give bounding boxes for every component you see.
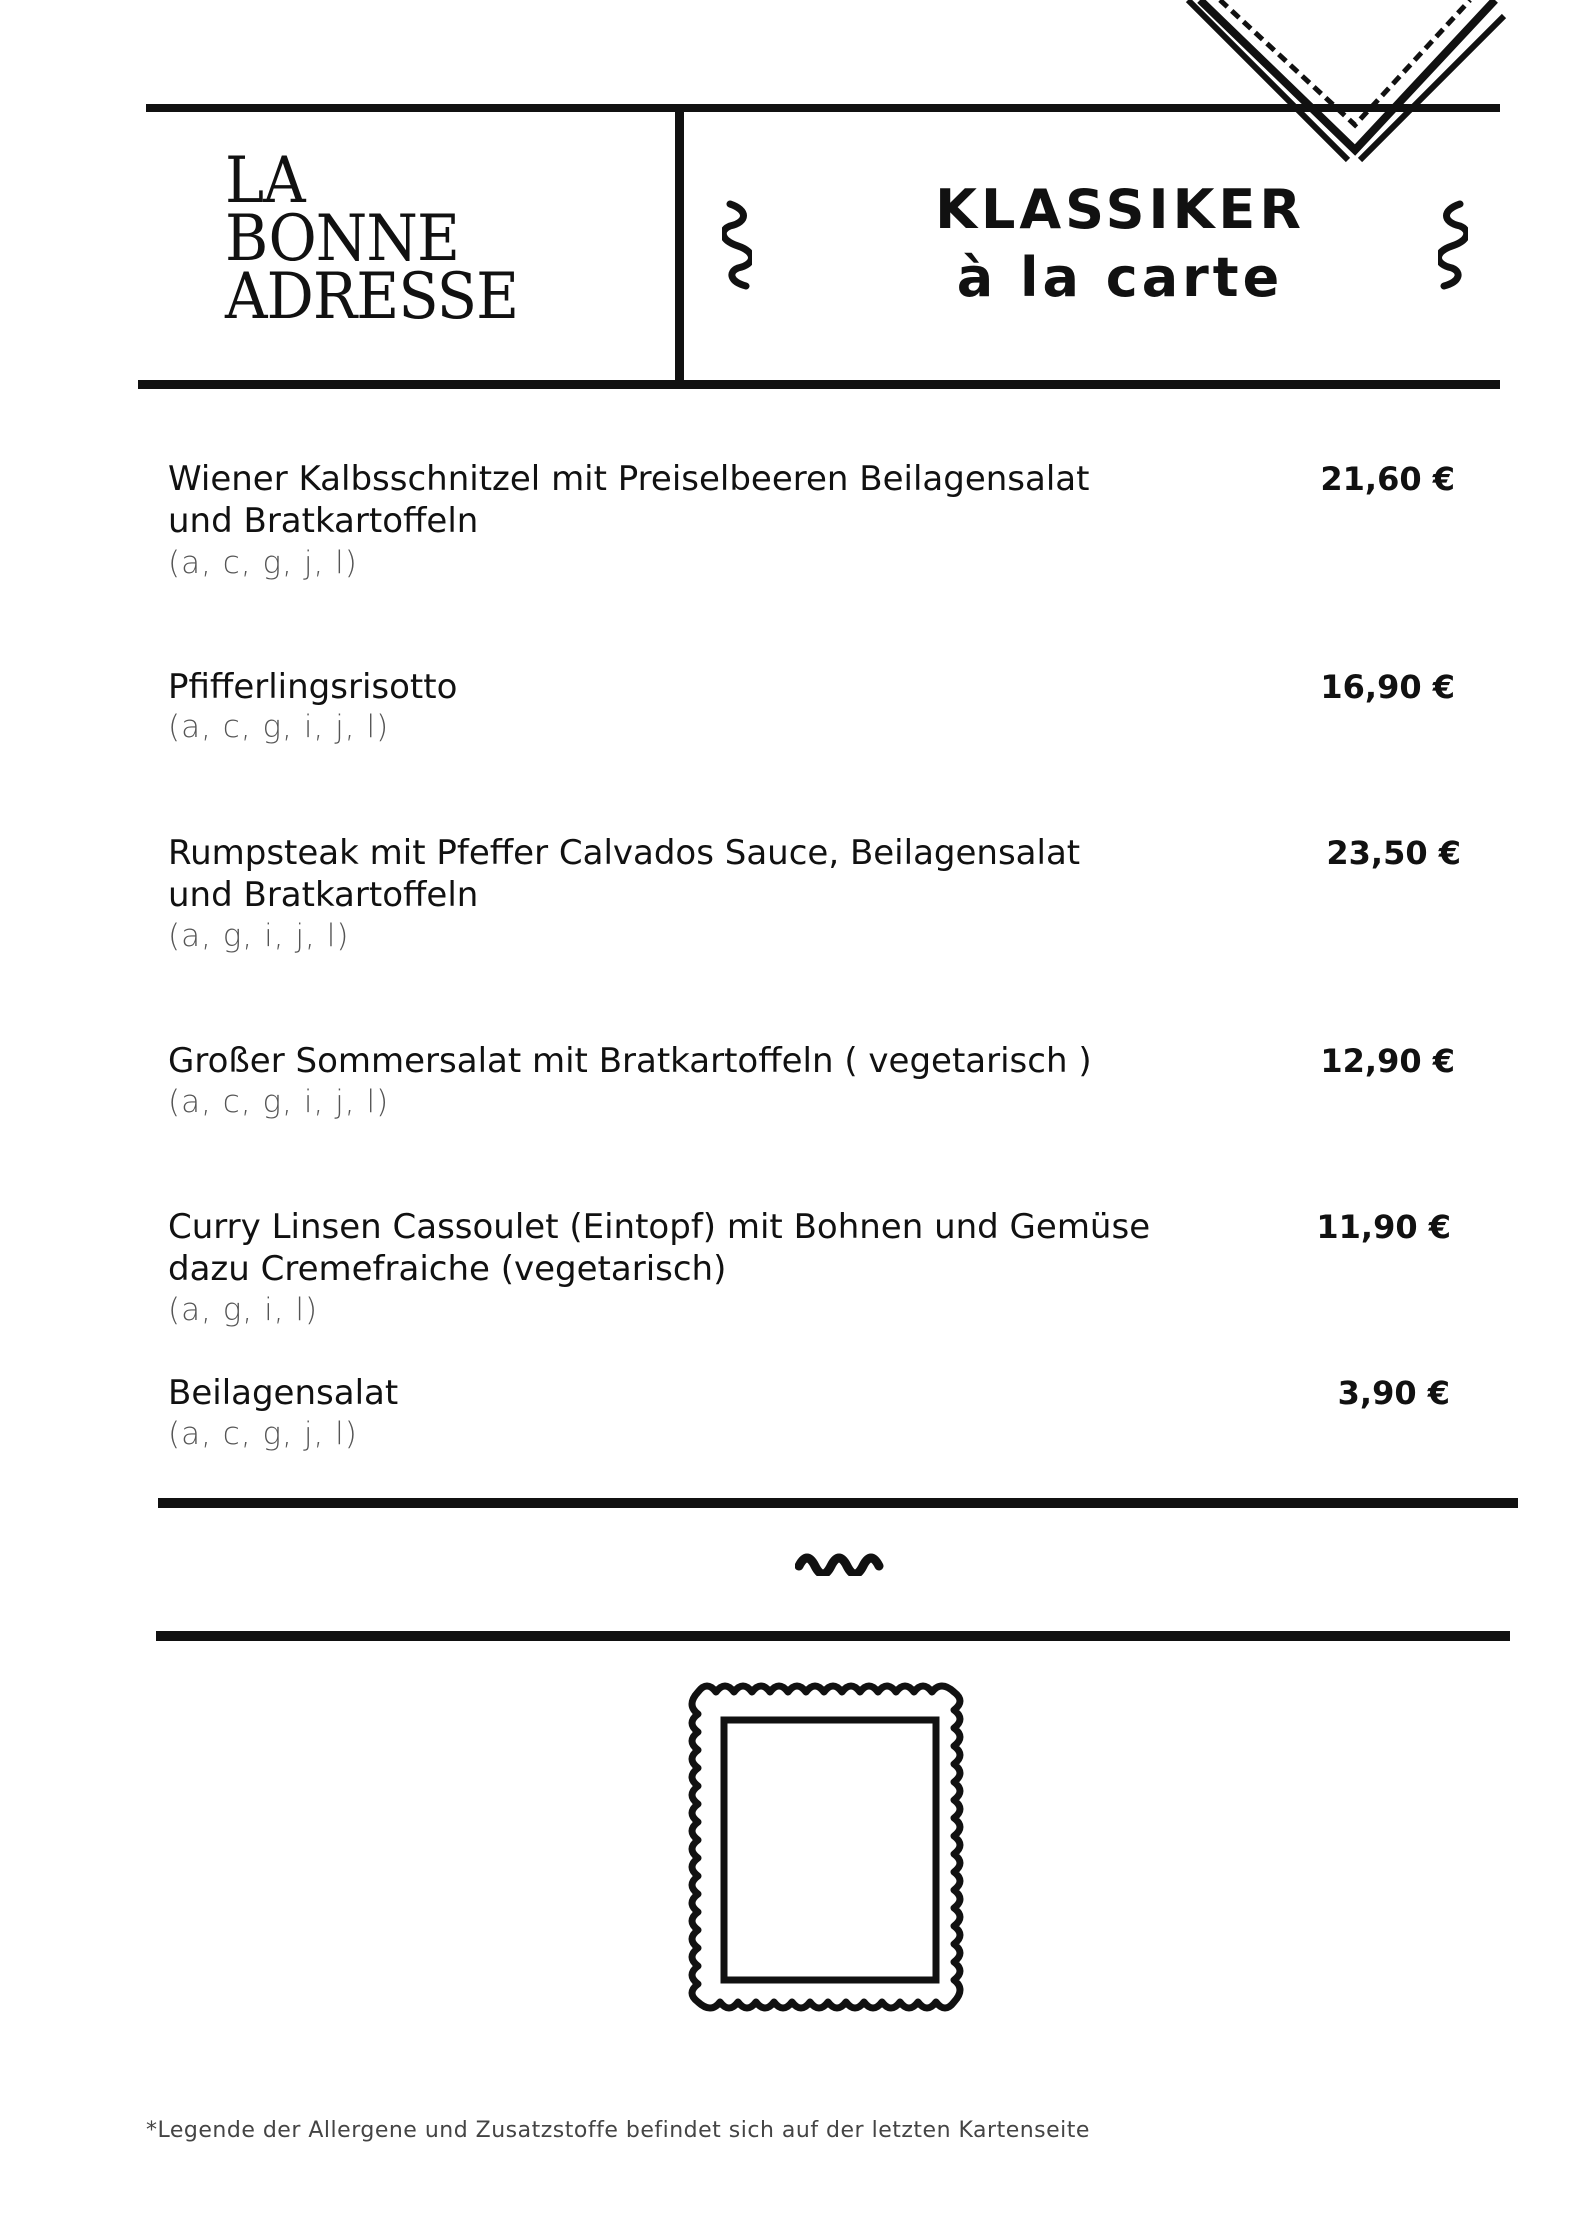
item-name-line: Beilagensalat (168, 1373, 399, 1413)
brand-line-2: BONNE (225, 202, 460, 276)
wave-divider-icon (795, 1542, 885, 1576)
title-line-2: à la carte (956, 246, 1284, 309)
menu-item-allergens: (a, g, i, l) (168, 1292, 319, 1328)
header-bottom-rule (138, 380, 1500, 389)
menu-item-allergens: (a, c, g, j, l) (168, 545, 358, 581)
menu-item-name (168, 1206, 1208, 1290)
menu-item-allergens: (a, c, g, i, j, l) (168, 1084, 390, 1120)
brand-line-3: ADRESSE (225, 260, 519, 334)
menu-item-allergens: (a, c, g, i, j, l) (168, 709, 390, 745)
item-name-line: und Bratkartoffeln (168, 875, 479, 915)
menu-item-price: 11,90 € (1316, 1208, 1451, 1246)
corner-stamp-icon (1180, 0, 1510, 175)
menu-item-name (168, 458, 1208, 542)
menu-item-price: 21,60 € (1320, 460, 1455, 498)
section-rule-top (158, 1498, 1518, 1508)
brand-logo (225, 144, 544, 334)
menu-item-name (168, 666, 1208, 708)
menu-item-name (168, 832, 1208, 916)
item-name-line: Pfifferlingsrisotto (168, 667, 458, 707)
menu-item-price: 12,90 € (1320, 1042, 1455, 1080)
menu-item-price: 16,90 € (1320, 668, 1455, 706)
menu-item-name (168, 1040, 1208, 1082)
item-name-line: Curry Linsen Cassoulet (Eintopf) mit Bohnen und Gemüse (168, 1207, 1151, 1247)
section-rule-bottom (156, 1631, 1510, 1641)
menu-item-name (168, 1372, 1208, 1414)
item-name-line: dazu Cremefraiche (vegetarisch) (168, 1249, 727, 1289)
menu-item-price: 23,50 € (1326, 834, 1461, 872)
postage-stamp-icon (686, 1680, 976, 2020)
item-name-line: Rumpsteak mit Pfeffer Calvados Sauce, Beilagensalat (168, 833, 1081, 873)
item-name-line: Wiener Kalbsschnitzel mit Preiselbeeren Beilagensalat (168, 459, 1090, 499)
menu-item-allergens: (a, c, g, j, l) (168, 1416, 358, 1452)
menu-item-price: 3,90 € (1337, 1374, 1450, 1412)
menu-item-allergens: (a, g, i, j, l) (168, 918, 350, 954)
title-line-1: KLASSIKER (935, 178, 1305, 241)
item-name-line: und Bratkartoffeln (168, 501, 479, 541)
allergen-footnote: *Legende der Allergene und Zusatzstoffe befindet sich auf der letzten Kartenseite (146, 2118, 1090, 2143)
brand-line-1: LA (225, 144, 305, 218)
item-name-line: Großer Sommersalat mit Bratkartoffeln ( vegetarisch ) (168, 1041, 1092, 1081)
header-divider (675, 108, 684, 384)
page-title (690, 176, 1550, 312)
